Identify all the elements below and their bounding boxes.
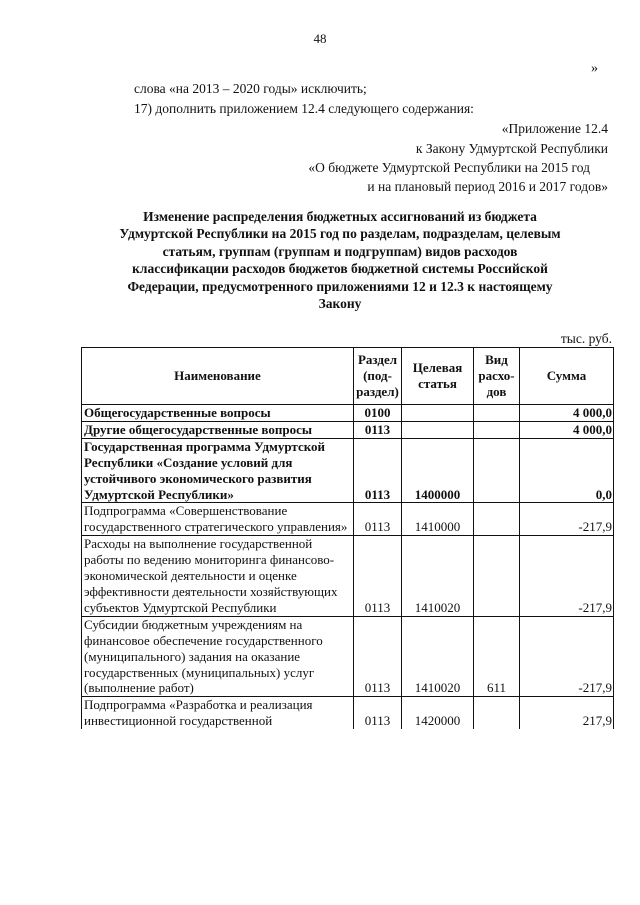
units-label: тыс. руб. bbox=[560, 331, 612, 346]
cell-target: 1420000 bbox=[402, 697, 474, 729]
cell-name: Субсидии бюджетным учреждениям на финансовое обеспечение государственного (муниципального) задания на оказание государственных (муниципальных) услуг (выполнение работ) bbox=[82, 616, 354, 697]
table-row bbox=[82, 697, 614, 729]
header-kind: Вид расхо-дов bbox=[474, 348, 520, 405]
title-line: Удмуртской Республики на 2015 год по разделам, подразделам, целевым bbox=[119, 226, 561, 242]
cell-amount: -217,9 bbox=[520, 616, 614, 697]
intro-line-1: слова «на 2013 – 2020 годы» исключить; bbox=[134, 81, 367, 96]
cell-kind bbox=[474, 536, 520, 617]
table-row bbox=[82, 438, 614, 503]
appendix-header-line-3: «О бюджете Удмуртской Республики на 2015 год bbox=[308, 160, 590, 175]
cell-amount: 217,9 bbox=[520, 697, 614, 729]
header-target: Целевая статья bbox=[402, 348, 474, 405]
appendix-header-line-1: «Приложение 12.4 bbox=[501, 121, 608, 136]
header-amount: Сумма bbox=[520, 348, 614, 405]
table-row bbox=[82, 616, 614, 697]
cell-target: 1410000 bbox=[402, 503, 474, 536]
cell-section: 0113 bbox=[354, 421, 402, 438]
cell-amount: -217,9 bbox=[520, 536, 614, 617]
cell-name: Другие общегосударственные вопросы bbox=[82, 421, 354, 438]
cell-kind bbox=[474, 503, 520, 536]
cell-kind: 611 bbox=[474, 616, 520, 697]
cell-amount: 4 000,0 bbox=[520, 421, 614, 438]
cell-name: Подпрограмма «Разработка и реализация инвестиционной государственной bbox=[82, 697, 354, 729]
cell-name: Расходы на выполнение государственной работы по ведению мониторинга финансово-экономической деятельности и оценке эффективности деятельности хозяйствующих субъектов Удмуртской Республики bbox=[82, 536, 354, 617]
cell-kind bbox=[474, 438, 520, 503]
cell-target: 1410020 bbox=[402, 536, 474, 617]
cell-amount: 4 000,0 bbox=[520, 405, 614, 422]
cell-target bbox=[402, 421, 474, 438]
cell-amount: -217,9 bbox=[520, 503, 614, 536]
cell-kind bbox=[474, 421, 520, 438]
cell-target: 1410020 bbox=[402, 616, 474, 697]
title-line: статьям, группам (группам и подгруппам) видов расходов bbox=[162, 243, 518, 259]
header-section: Раздел (под-раздел) bbox=[354, 348, 402, 405]
title-line: Изменение распределения бюджетных ассигнований из бюджета bbox=[143, 209, 537, 224]
cell-name: Общегосударственные вопросы bbox=[82, 405, 354, 422]
intro-line-2: 17) дополнить приложением 12.4 следующего содержания: bbox=[134, 101, 474, 116]
title-line: Федерации, предусмотренного приложениями 12 и 12.3 к настоящему bbox=[127, 278, 553, 294]
appendix-header-line-2: к Закону Удмуртской Республики bbox=[415, 141, 608, 156]
table-row bbox=[82, 503, 614, 536]
table-row bbox=[82, 421, 614, 438]
cell-amount: 0,0 bbox=[520, 438, 614, 503]
cell-target: 1400000 bbox=[402, 438, 474, 503]
cell-kind bbox=[474, 405, 520, 422]
cell-name: Подпрограмма «Совершенствование государственного стратегического управления» bbox=[82, 503, 354, 536]
page-number: 48 bbox=[313, 31, 327, 46]
budget-table bbox=[81, 347, 614, 729]
cell-section: 0113 bbox=[354, 503, 402, 536]
cell-section: 0113 bbox=[354, 616, 402, 697]
cell-section: 0100 bbox=[354, 405, 402, 422]
title-line: Закону bbox=[318, 296, 362, 312]
closing-quote: » bbox=[591, 61, 598, 76]
cell-section: 0113 bbox=[354, 697, 402, 729]
title-line: классификации расходов бюджетов бюджетной системы Российской bbox=[132, 261, 548, 277]
table-header-row bbox=[82, 348, 614, 405]
document-title bbox=[80, 208, 600, 312]
table-row bbox=[82, 405, 614, 422]
cell-section: 0113 bbox=[354, 536, 402, 617]
cell-kind bbox=[474, 697, 520, 729]
cell-name: Государственная программа Удмуртской Республики «Создание условий для устойчивого экономического развития Удмуртской Республики» bbox=[82, 438, 354, 503]
cell-target bbox=[402, 405, 474, 422]
table-row bbox=[82, 536, 614, 617]
appendix-header-line-4: и на плановый период 2016 и 2017 годов» bbox=[367, 179, 608, 194]
cell-section: 0113 bbox=[354, 438, 402, 503]
header-name: Наименование bbox=[82, 348, 354, 405]
